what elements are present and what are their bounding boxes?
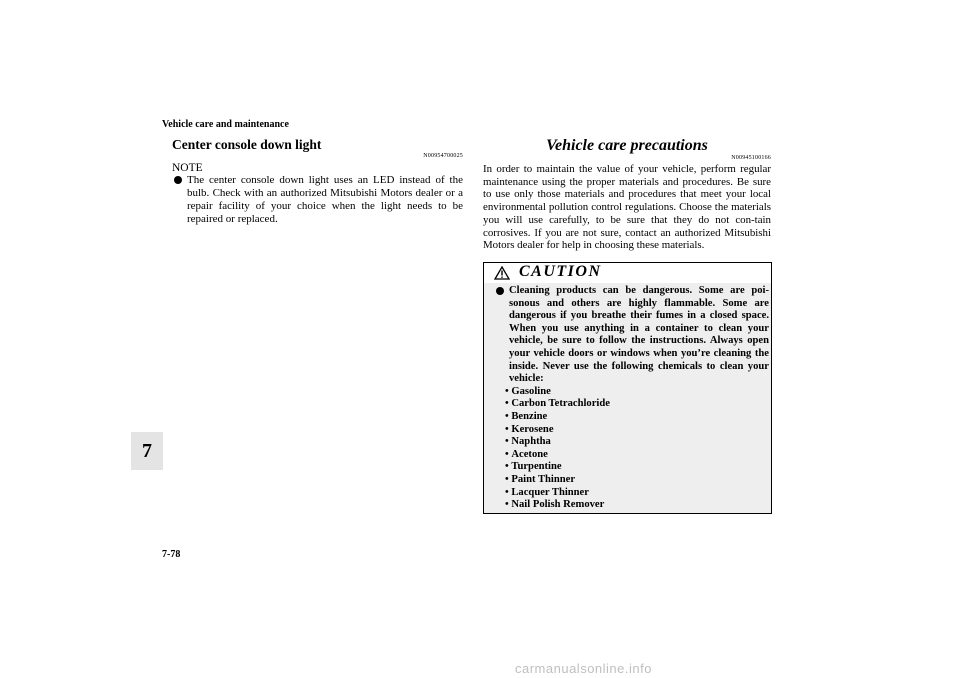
list-item: • Paint Thinner: [505, 474, 769, 487]
caution-item: [494, 285, 769, 512]
caution-body: [484, 283, 771, 513]
footer-watermark: carmanualsonline.info: [515, 661, 652, 676]
bullet-icon: [172, 174, 183, 226]
right-column: [483, 137, 771, 252]
list-item: • Lacquer Thinner: [505, 487, 769, 500]
caution-title: CAUTION: [519, 263, 602, 280]
caution-box: [483, 262, 772, 514]
running-header: Vehicle care and maintenance: [162, 119, 289, 130]
section-title: Vehicle care precautions: [546, 137, 708, 154]
list-item: • Nail Polish Remover: [505, 499, 769, 512]
left-column: [172, 137, 463, 226]
bullet-icon: [494, 285, 505, 512]
list-item: • Gasoline: [505, 386, 769, 399]
section-code: N00954700025: [423, 153, 463, 159]
caution-text: Cleaning products can be dangerous. Some are poi-sonous and others are highly flammable. Some are dangerous if you breathe their fumes in a closed space. When you use anything in a container to clean your vehicle, be sure to follow the instructions. Always open your vehicle doors or windows when you’re cleaning the inside. Never use the following chemicals to clean your vehicle:: [509, 285, 769, 385]
list-item: • Acetone: [505, 449, 769, 462]
chemical-list: [505, 386, 769, 512]
list-item: • Benzine: [505, 411, 769, 424]
chapter-tab: 7: [131, 432, 163, 470]
body-paragraph: In order to maintain the value of your vehicle, perform regular maintenance using the proper materials and procedures. Be sure to use only those materials and procedures that meet your local environmental pollution control regulations. Choose the materials you will use carefully, to be sure that they do not con-tain corrosives. If you are not sure, contact an authorized Mitsubishi Motors dealer for help in choosing these materials.: [483, 163, 771, 252]
note-text: The center console down light uses an LED instead of the bulb. Check with an authorized Mitsubishi Motors dealer or a repair facility of your choice when the light needs to be repaired or replaced.: [187, 174, 463, 225]
note-label: NOTE: [172, 162, 203, 174]
list-item: • Turpentine: [505, 461, 769, 474]
list-item: • Kerosene: [505, 424, 769, 437]
caution-header: [484, 263, 771, 283]
page-number: 7-78: [162, 549, 181, 560]
section-code: N00945100166: [731, 155, 771, 161]
note-item: [172, 174, 463, 226]
list-item: • Naphtha: [505, 436, 769, 449]
list-item: • Carbon Tetrachloride: [505, 398, 769, 411]
section-heading: Center console down light: [172, 137, 322, 152]
